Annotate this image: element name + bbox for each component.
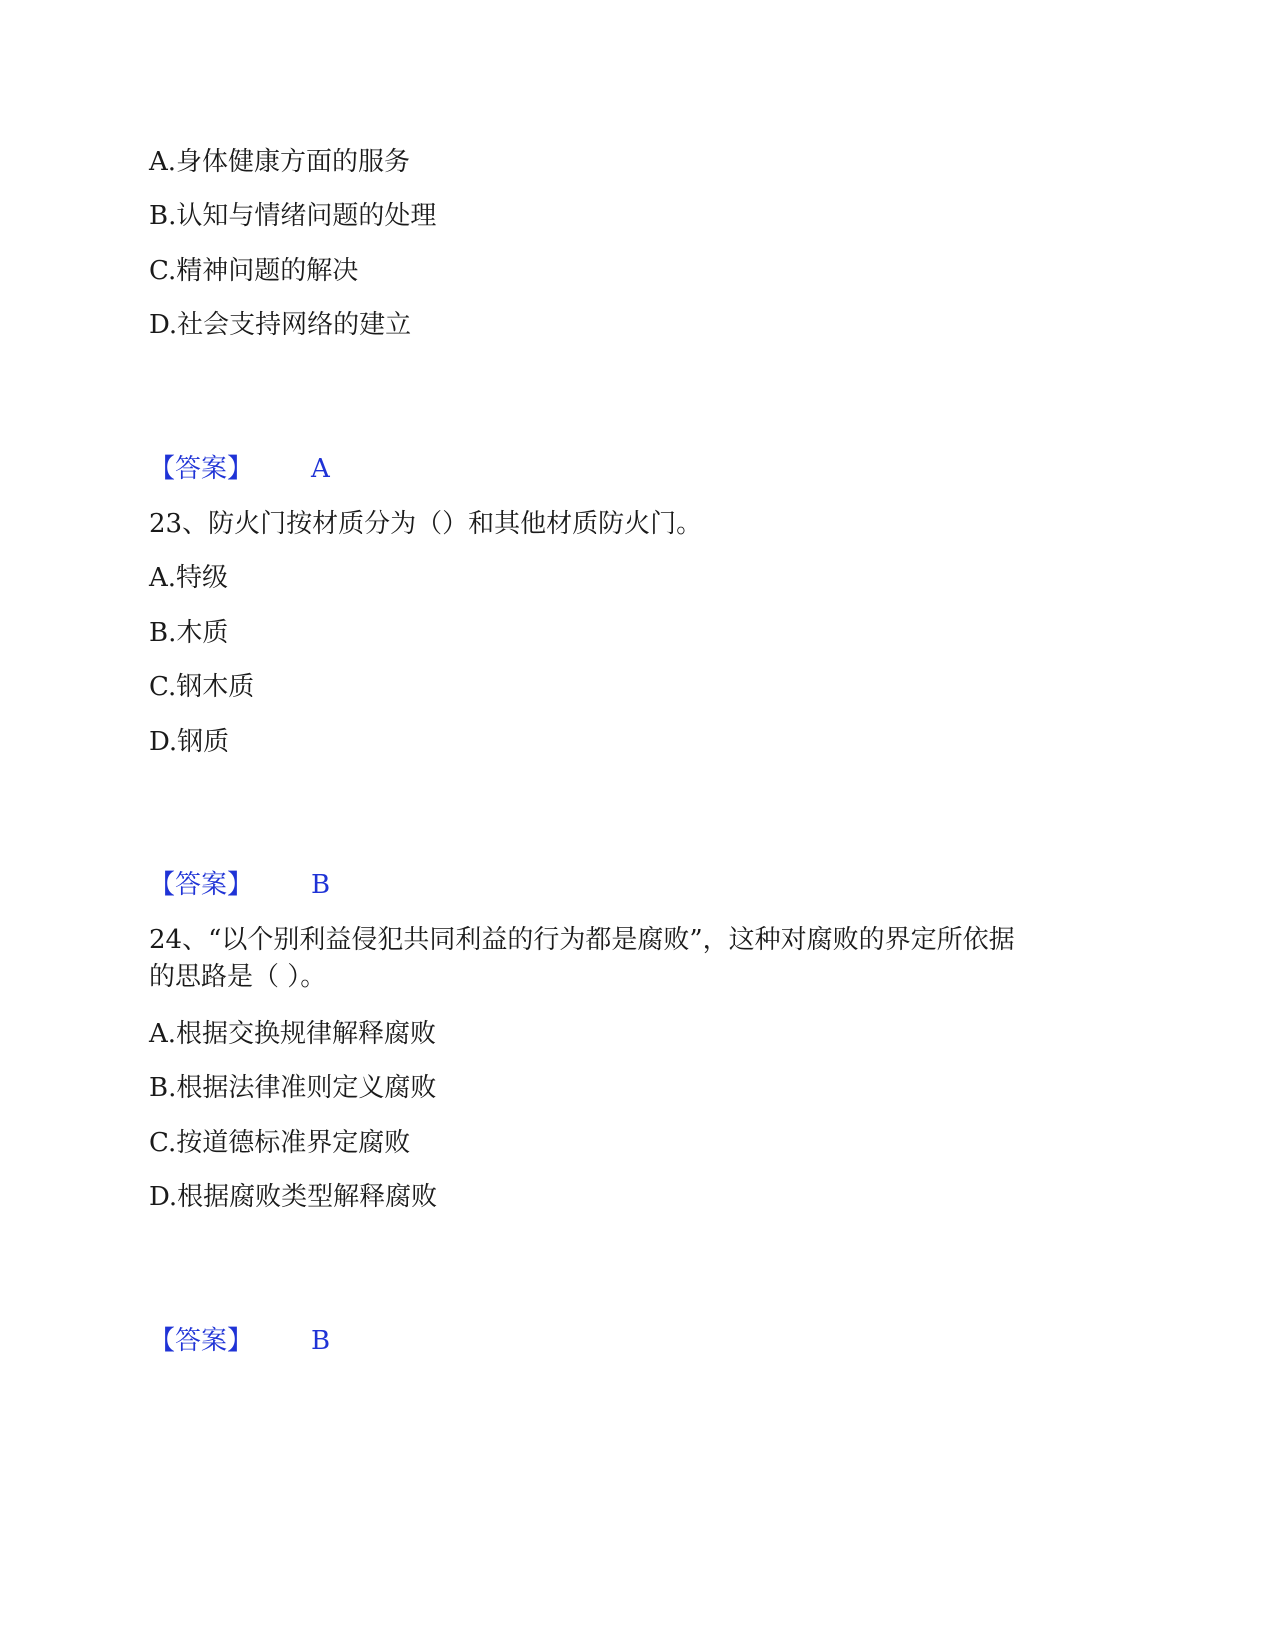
q23-option-d: D.钢质 — [149, 727, 230, 757]
q23-option-b: B.木质 — [149, 618, 229, 648]
q24-option-a: A.根据交换规律解释腐败 — [149, 1019, 437, 1049]
q24-stem-line-1: 24、“以个别利益侵犯共同利益的行为都是腐败”，这种对腐败的界定所依据 — [149, 925, 1015, 955]
answer-value: B — [311, 1326, 331, 1356]
q23-option-a: A.特级 — [149, 563, 229, 593]
q22-option-d: D.社会支持网络的建立 — [149, 310, 412, 340]
q24-option-b: B.根据法律准则定义腐败 — [149, 1073, 437, 1103]
q24-option-d: D.根据腐败类型解释腐败 — [149, 1182, 438, 1212]
q24-option-c: C.按道德标准界定腐败 — [149, 1128, 411, 1158]
q23-answer — [149, 865, 330, 905]
answer-label: 【答案】 — [149, 1326, 254, 1356]
answer-label: 【答案】 — [149, 454, 254, 484]
answer-value: A — [311, 454, 330, 484]
q22-option-a: A.身体健康方面的服务 — [149, 147, 411, 177]
q22-option-b: B.认知与情绪问题的处理 — [149, 201, 437, 231]
q23-option-c: C.钢木质 — [149, 672, 255, 702]
q22-answer — [149, 449, 330, 489]
answer-value: B — [311, 870, 331, 900]
q24-stem-line-2: 的思路是（ ）。 — [149, 962, 327, 992]
q24-answer — [149, 1321, 330, 1361]
q22-option-c: C.精神问题的解决 — [149, 256, 359, 286]
q23-stem: 23、防火门按材质分为（）和其他材质防火门。 — [149, 509, 703, 539]
answer-label: 【答案】 — [149, 870, 254, 900]
